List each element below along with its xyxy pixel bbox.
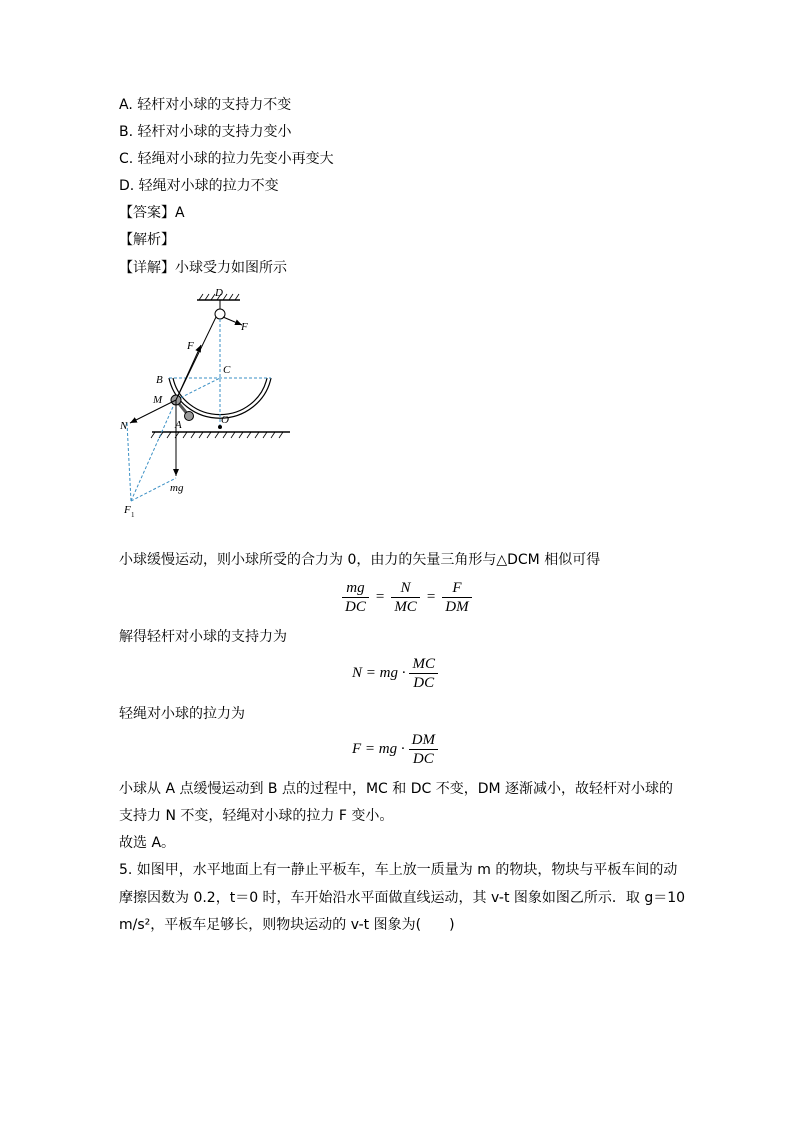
frac-numerator: F [452,580,462,596]
label-f1: F [124,504,131,516]
equation-lhs: F = mg · [352,741,405,757]
option-a: A. 轻杆对小球的支持力不变 [119,97,292,113]
force-f-arrow [223,317,242,325]
text-line-3: 轻绳对小球的拉力为 [119,706,245,722]
question-5-line-1: 5. 如图甲，水平地面上有一静止平板车，车上放一质量为 m 的物块，物块与平板车间的动 [119,862,678,878]
equation-n [352,655,442,692]
analysis-label: 【解析】 [119,232,175,248]
equation-similarity [338,579,476,616]
frac-denominator: DM [445,599,469,615]
frac-numerator: mg [346,580,365,596]
frac-n-mc [391,579,420,616]
force-fa-arrow [176,345,201,400]
label-d: D [215,287,223,299]
equals-sign: = [375,589,385,605]
option-d: D. 轻绳对小球的拉力不变 [119,178,279,194]
label-a: A [175,419,182,431]
label-mg: mg [170,482,184,494]
frac-mc-dc [409,655,438,692]
label-b: B [156,374,163,386]
label-o: O [221,414,229,426]
text-line-6: 故选 A。 [119,835,176,851]
ball-a [185,412,194,421]
equals-sign: = [426,589,436,605]
label-fa: F [187,340,194,352]
option-b: B. 轻杆对小球的支持力变小 [119,124,292,140]
text-line-1: 小球缓慢运动，则小球所受的合力为 0，由力的矢量三角形与△DCM 相似可得 [119,552,601,568]
question-5-line-2: 摩擦因数为 0.2，t＝0 时，车开始沿水平面做直线运动，其 v-t 图象如图乙所示．取 g＝10 [119,890,686,906]
label-n: N [120,420,128,432]
frac-numerator: N [400,580,411,596]
frac-dm-dc [409,731,438,768]
frac-denominator: DC [413,675,435,691]
ground [151,432,290,438]
label-c: C [223,364,231,376]
label-m: M [153,394,163,406]
frac-numerator: DM [411,732,435,748]
answer-line: 【答案】A [119,205,185,221]
frac-denominator: MC [394,599,417,615]
text-line-5: 支持力 N 不变，轻绳对小球的拉力 F 变小。 [119,808,394,824]
frac-denominator: DC [345,599,366,615]
equation-lhs: N = mg · [352,665,406,681]
detail-line: 【详解】小球受力如图所示 [119,260,287,276]
label-f: F [241,321,248,333]
label-f1-sub: 1 [131,511,135,519]
frac-f-dm [442,579,471,616]
question-5-line-3: m/s²，平板车足够长，则物块运动的 v-t 图象为( ) [119,917,455,933]
text-line-4: 小球从 A 点缓慢运动到 B 点的过程中，MC 和 DC 不变，DM 逐渐减小，故轻杆对小球的 [119,781,674,797]
frac-numerator: MC [412,656,435,672]
frac-denominator: DC [412,751,434,767]
option-c: C. 轻绳对小球的拉力先变小再变大 [119,151,334,167]
frac-mg-dc [342,579,369,616]
equation-f [352,731,442,768]
text-line-2: 解得轻杆对小球的支持力为 [119,629,287,645]
force-diagram [115,283,300,523]
